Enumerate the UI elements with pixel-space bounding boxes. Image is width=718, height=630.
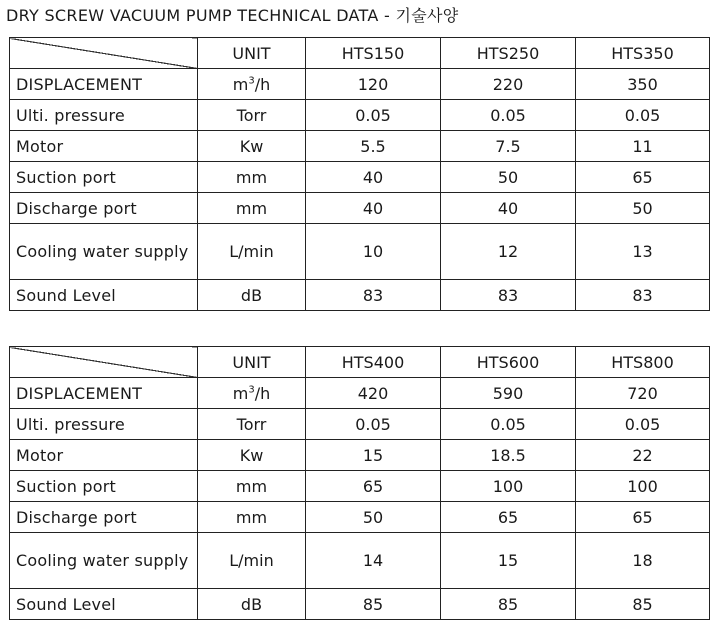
row-sound-level — [10, 589, 710, 620]
unit-cell: Torr — [198, 409, 306, 440]
row-motor — [10, 131, 710, 162]
param-label: Sound Level — [10, 280, 198, 311]
value-cell: 420 — [306, 378, 441, 409]
value-cell: 220 — [441, 69, 576, 100]
unit-cell: mm — [198, 193, 306, 224]
model-header: HTS400 — [306, 347, 441, 378]
value-cell: 14 — [306, 533, 441, 589]
row-discharge-port — [10, 193, 710, 224]
unit-cell: Torr — [198, 100, 306, 131]
value-cell: 0.05 — [576, 100, 710, 131]
param-label: Motor — [10, 440, 198, 471]
value-cell: 350 — [576, 69, 710, 100]
param-label: Discharge port — [10, 193, 198, 224]
value-cell: 50 — [306, 502, 441, 533]
value-cell: 590 — [441, 378, 576, 409]
value-cell: 40 — [306, 162, 441, 193]
value-cell: 13 — [576, 224, 710, 280]
row-displacement — [10, 69, 710, 100]
param-label: DISPLACEMENT — [10, 69, 198, 100]
unit-superscript: 3 — [248, 384, 255, 396]
value-cell: 15 — [306, 440, 441, 471]
param-label: Cooling water supply — [10, 533, 198, 589]
value-cell: 0.05 — [306, 409, 441, 440]
row-displacement — [10, 378, 710, 409]
value-cell: 0.05 — [576, 409, 710, 440]
param-label: Ulti. pressure — [10, 409, 198, 440]
param-label: Motor — [10, 131, 198, 162]
row-sound-level — [10, 280, 710, 311]
page-title: DRY SCREW VACUUM PUMP TECHNICAL DATA - 기술사양 — [6, 6, 459, 25]
param-label: Ulti. pressure — [10, 100, 198, 131]
value-cell: 5.5 — [306, 131, 441, 162]
unit-cell — [198, 378, 306, 409]
value-cell: 50 — [441, 162, 576, 193]
row-motor — [10, 440, 710, 471]
value-cell: 85 — [576, 589, 710, 620]
unit-cell: mm — [198, 471, 306, 502]
row-suction-port — [10, 162, 710, 193]
value-cell: 65 — [441, 502, 576, 533]
param-label: Suction port — [10, 162, 198, 193]
value-cell: 0.05 — [306, 100, 441, 131]
value-cell: 65 — [576, 502, 710, 533]
value-cell: 83 — [441, 280, 576, 311]
value-cell: 83 — [576, 280, 710, 311]
value-cell: 83 — [306, 280, 441, 311]
unit-cell: L/min — [198, 224, 306, 280]
unit-superscript: 3 — [248, 75, 255, 87]
spec-table-1 — [9, 37, 710, 311]
param-label: Discharge port — [10, 502, 198, 533]
unit-cell: dB — [198, 589, 306, 620]
header-row — [10, 347, 710, 378]
value-cell: 50 — [576, 193, 710, 224]
value-cell: 10 — [306, 224, 441, 280]
spec-table-2 — [9, 346, 710, 620]
row-cooling-water — [10, 533, 710, 589]
unit-base: m — [232, 383, 249, 403]
unit-cell: L/min — [198, 533, 306, 589]
unit-header: UNIT — [198, 347, 306, 378]
model-header: HTS350 — [576, 38, 710, 69]
row-suction-port — [10, 471, 710, 502]
value-cell: 18.5 — [441, 440, 576, 471]
value-cell: 22 — [576, 440, 710, 471]
header-row — [10, 38, 710, 69]
row-ulti-pressure — [10, 409, 710, 440]
value-cell: 65 — [306, 471, 441, 502]
value-cell: 0.05 — [441, 100, 576, 131]
model-header: HTS600 — [441, 347, 576, 378]
unit-header: UNIT — [198, 38, 306, 69]
value-cell: 720 — [576, 378, 710, 409]
value-cell: 100 — [576, 471, 710, 502]
value-cell: 15 — [441, 533, 576, 589]
row-cooling-water — [10, 224, 710, 280]
param-label: Cooling water supply — [10, 224, 198, 280]
value-cell: 0.05 — [441, 409, 576, 440]
row-discharge-port — [10, 502, 710, 533]
model-header: HTS150 — [306, 38, 441, 69]
value-cell: 11 — [576, 131, 710, 162]
unit-cell: Kw — [198, 440, 306, 471]
param-label: Sound Level — [10, 589, 198, 620]
row-ulti-pressure — [10, 100, 710, 131]
param-label: Suction port — [10, 471, 198, 502]
value-cell: 100 — [441, 471, 576, 502]
value-cell: 7.5 — [441, 131, 576, 162]
unit-cell: dB — [198, 280, 306, 311]
param-label: DISPLACEMENT — [10, 378, 198, 409]
unit-tail: /h — [254, 74, 271, 94]
corner-cell — [10, 38, 198, 69]
value-cell: 12 — [441, 224, 576, 280]
unit-cell: Kw — [198, 131, 306, 162]
unit-cell — [198, 69, 306, 100]
value-cell: 40 — [441, 193, 576, 224]
unit-base: m — [232, 74, 249, 94]
value-cell: 85 — [441, 589, 576, 620]
unit-cell: mm — [198, 162, 306, 193]
value-cell: 18 — [576, 533, 710, 589]
value-cell: 65 — [576, 162, 710, 193]
value-cell: 40 — [306, 193, 441, 224]
model-header: HTS800 — [576, 347, 710, 378]
unit-tail: /h — [254, 383, 271, 403]
value-cell: 85 — [306, 589, 441, 620]
corner-cell — [10, 347, 198, 378]
model-header: HTS250 — [441, 38, 576, 69]
value-cell: 120 — [306, 69, 441, 100]
unit-cell: mm — [198, 502, 306, 533]
